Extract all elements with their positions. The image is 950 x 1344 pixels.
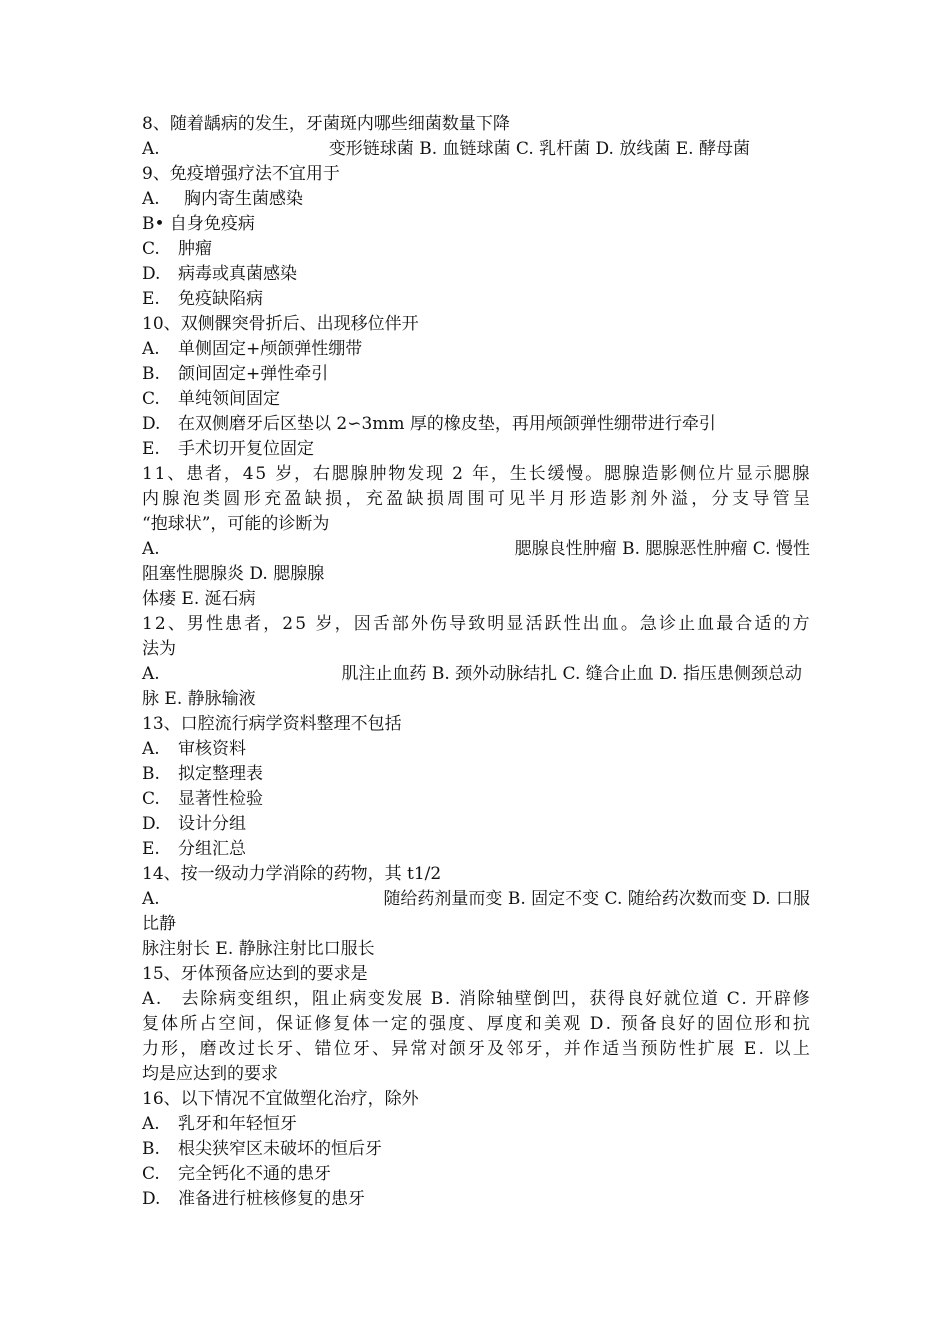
option-e [142,437,810,462]
option-text: 颌间固定+弹性牵引 [178,364,329,384]
option-key: A. [142,664,160,684]
option-text: 显著性检验 [178,789,263,809]
question-stem: 16、以下情况不宜做塑化治疗，除外 [142,1089,419,1109]
option-text: 手术切开复位固定 [178,439,314,459]
option-text: 审核资料 [178,739,246,759]
option-key: C. [142,239,160,259]
option-key: A. [142,739,160,759]
option-key: C. [142,389,160,409]
question-stem: 14、按一级动力学消除的药物，其 t1/2 [142,864,442,884]
option-c [142,1162,810,1187]
question-stem: 10、双侧髁突骨折后、出现移位伴开 [142,314,419,334]
option-c [142,787,810,812]
question-14 [142,862,810,962]
question-16 [142,1087,810,1212]
option-text: 胸内寄生菌感染 [184,189,303,209]
option-a [142,187,810,212]
option-continuation: 阻塞性腮腺炎 D. 腮腺腺 [142,564,325,584]
option-line: 复 体 所 占 空 间 ， 保 证 修 复 体 一 定 的 强 度 、 厚 度 和 美 观 D . 预 备 良 好 的 固 位 形 和 抗 [142,1014,810,1034]
question-15 [142,962,810,1087]
question-stem: 8、随着龋病的发生，牙菌斑内哪些细菌数量下降 [142,114,510,134]
question-12 [142,612,810,712]
question-stem: 15、牙体预备应达到的要求是 [142,964,368,984]
question-stem-line: 法为 [142,639,176,659]
option-c [142,237,810,262]
option-text: 设计分组 [178,814,246,834]
question-list [142,112,810,1212]
option-text: 免疫缺陷病 [178,289,263,309]
option-text: 单纯领间固定 [178,389,280,409]
option-text: 腮腺良性肿瘤 B. 腮腺恶性肿瘤 C. 慢性 [514,539,810,559]
option-continuation: 脉 E. 静脉输液 [142,689,256,709]
option-line: A . 去 除 病 变 组 织 ， 阻 止 病 变 发 展 B . 消 除 轴 壁 倒 凹 ， 获 得 良 好 就 位 道 C . 开 辟 修 [142,989,810,1009]
option-line [142,537,810,562]
option-b [142,762,810,787]
option-a [142,1112,810,1137]
question-stem-line: 1 2 、 男 性 患 者 ， 2 5 岁 ， 因 舌 部 外 伤 导 致 明 显 活 跃 性 出 血 。 急 诊 止 血 最 合 适 的 方 [142,614,810,634]
question-stem-line: 1 1 、 患 者 ， 4 5 岁 ， 右 腮 腺 肿 物 发 现 2 年 ， 生 长 缓 慢 。 腮 腺 造 影 侧 位 片 显 示 腮 腺 [142,464,810,484]
option-key: E. [142,839,160,859]
option-continuation: 比静 [142,914,176,934]
question-8 [142,112,810,162]
option-b [142,1137,810,1162]
option-b [142,212,810,237]
option-text: 准备进行桩核修复的患牙 [178,1189,365,1209]
question-stem: 13、口腔流行病学资料整理不包括 [142,714,402,734]
option-line [142,887,810,912]
option-d [142,812,810,837]
option-d [142,412,810,437]
question-stem: 9、免疫增强疗法不宜用于 [142,164,340,184]
question-stem-line: “抱球状”，可能的诊断为 [142,514,330,534]
option-key: A. [142,889,160,909]
option-key: B. [142,364,160,384]
option-e [142,287,810,312]
question-9 [142,162,810,312]
option-text: 完全钙化不通的患牙 [178,1164,331,1184]
option-key: D. [142,1189,161,1209]
option-d [142,262,810,287]
option-text: 根尖狭窄区未破坏的恒后牙 [178,1139,382,1159]
option-key: D. [142,264,161,284]
option-key: C. [142,789,160,809]
option-a [142,337,810,362]
option-key: A. [142,139,160,159]
option-line: 力 形 ， 磨 改 过 长 牙 、 错 位 牙 、 异 常 对 颌 牙 及 邻 牙 ， 并 作 适 当 预 防 性 扩 展 E . 以 上 [142,1039,810,1059]
option-continuation: 脉注射长 E. 静脉注射比口服长 [142,939,375,959]
option-b [142,362,810,387]
question-stem-line: 内 腺 泡 类 圆 形 充 盈 缺 损 ， 充 盈 缺 损 周 围 可 见 半 月 形 造 影 剂 外 溢 ， 分 支 导 管 呈 [142,489,810,509]
option-key: A. [142,1114,160,1134]
option-text: 乳牙和年轻恒牙 [178,1114,297,1134]
option-key: E. [142,289,160,309]
option-text: 拟定整理表 [178,764,263,784]
option-e [142,837,810,862]
option-line: 均是应达到的要求 [142,1064,278,1084]
option-key: D. [142,414,161,434]
option-text: 随给药剂量而变 B. 固定不变 C. 随给药次数而变 D. 口服 [383,889,810,909]
option-key: A. [142,539,160,559]
option-text: 单侧固定+颅颌弹性绷带 [178,339,363,359]
option-key: B. [142,764,160,784]
option-text: 肌注止血药 B. 颈外动脉结扎 C. 缝合止血 D. 指压患侧颈总动 [341,664,802,684]
option-continuation: 体瘘 E. 涎石病 [142,589,256,609]
question-13 [142,712,810,862]
question-11 [142,462,810,612]
option-key: D. [142,814,161,834]
option-text: 在双侧磨牙后区垫以 2∽3mm 厚的橡皮垫，再用颅颌弹性绷带进行牵引 [178,414,716,434]
option-key: E. [142,439,160,459]
option-key: C. [142,1164,160,1184]
option-text: 分组汇总 [178,839,246,859]
option-key: A. [142,339,160,359]
option-text: 肿瘤 [178,239,212,259]
option-text: 病毒或真菌感染 [178,264,297,284]
option-text: 变形链球菌 B. 血链球菌 C. 乳杆菌 D. 放线菌 E. 酵母菌 [328,139,750,159]
option-line [142,662,810,687]
option-d [142,1187,810,1212]
option-text: B• 自身免疫病 [142,214,255,234]
option-key: A. [142,189,160,209]
option-a [142,737,810,762]
option-key: B. [142,1139,160,1159]
option-c [142,387,810,412]
option-line [142,137,810,162]
question-10 [142,312,810,462]
